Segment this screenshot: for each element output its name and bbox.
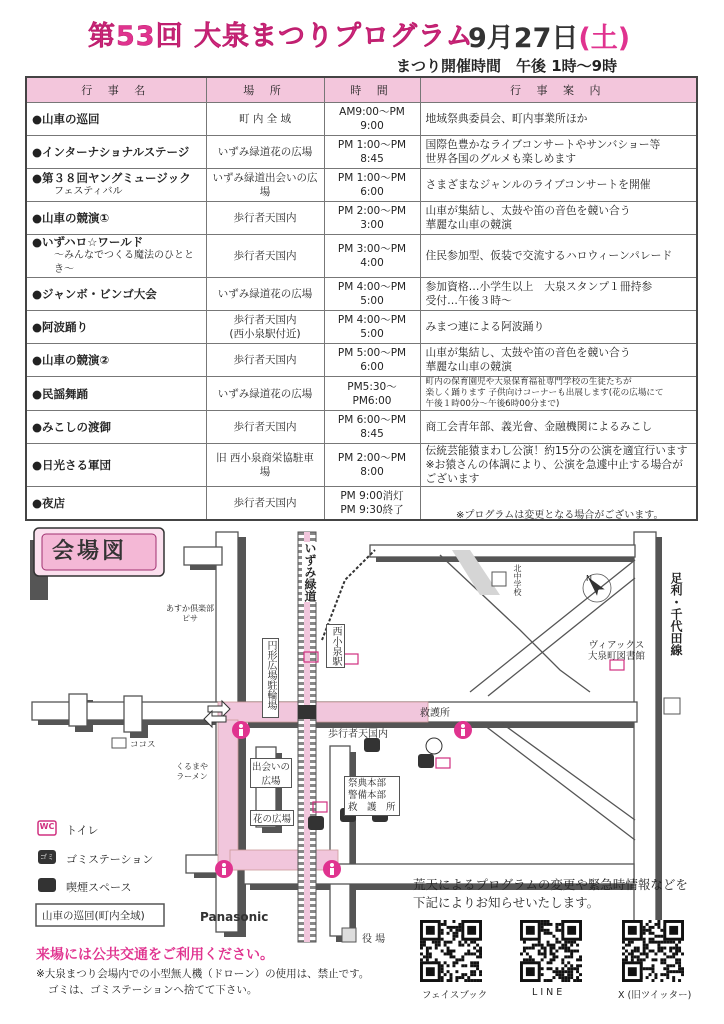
- event-time: AM9:00〜PM 9:00: [324, 103, 420, 136]
- event-time: PM 2:00〜PM 3:00: [324, 202, 420, 235]
- event-subtitle: 〜みんなでつくる魔法のひととき〜: [54, 250, 194, 275]
- label-route: 足利・千代田線: [669, 572, 683, 656]
- event-name: ●夜店: [26, 487, 206, 521]
- event-time: PM 5:00〜PM 6:00: [324, 344, 420, 377]
- label-pedestrian: 歩行者天国内: [328, 729, 388, 740]
- day-of-week-open: (: [578, 23, 591, 54]
- map-title-text: 会場図: [52, 539, 128, 564]
- qr-line: [520, 920, 582, 982]
- event-name: ●第３８回ヤングミュージック フェスティバル: [26, 169, 206, 202]
- event-time: PM 6:00〜PM 8:45: [324, 411, 420, 444]
- event-place: いずみ緑道花の広場: [206, 136, 324, 169]
- event-description: 国際色豊かなライブコンサートやサンバショー等 世界各国のグルメも楽しめます: [420, 136, 697, 169]
- event-place: 歩行者天国内: [206, 411, 324, 444]
- table-row: [26, 344, 697, 377]
- qr-label-line: L I N E: [532, 987, 563, 998]
- label-asuka: あすか倶楽部 ピサ: [166, 604, 214, 623]
- legend-garbage-icon: ゴミ: [40, 853, 54, 861]
- event-date: [468, 16, 630, 55]
- day-of-week: 土: [590, 23, 618, 54]
- event-description: 町内の保育園児や大泉保育福祉専門学校の生徒たちが 楽しく踊ります 子供向けコーナーも出展します(花の広場にて 午後１時00分〜午後6時00分まで): [420, 377, 697, 411]
- event-name: ●阿波踊り: [26, 311, 206, 344]
- program-table: [25, 76, 698, 521]
- event-name: ●山車の競演①: [26, 202, 206, 235]
- event-place: いずみ緑道花の広場: [206, 377, 324, 411]
- event-name: ●いずハロ☆ワールド 〜みんなでつくる魔法のひととき〜: [26, 235, 206, 278]
- drone-notice: [36, 966, 369, 998]
- event-name: ●民謡舞踊: [26, 377, 206, 411]
- table-row: [26, 136, 697, 169]
- event-description: さまざまなジャンルのライブコンサートを開催: [420, 169, 697, 202]
- day-of-week-close: ): [617, 23, 631, 54]
- event-time: PM 9:00消灯 PM 9:30終了: [324, 487, 420, 521]
- event-place: 町 内 全 域: [206, 103, 324, 136]
- label-panasonic: Panasonic: [200, 910, 269, 924]
- legend-toilet: トイレ: [66, 824, 99, 837]
- event-place: いずみ緑道出会いの広場: [206, 169, 324, 202]
- header-time: 時 間: [324, 77, 420, 103]
- event-name: ●山車の巡回: [26, 103, 206, 136]
- event-place: 歩行者天国内 (西小泉駅付近): [206, 311, 324, 344]
- legend-garbage: ゴミステーション: [66, 853, 154, 866]
- event-time: PM 4:00〜PM 5:00: [324, 278, 420, 311]
- table-row: [26, 311, 697, 344]
- event-time: PM 2:00〜PM 8:00: [324, 444, 420, 487]
- legend-route: 山車の巡回(町内全域): [42, 910, 145, 922]
- table-row: [26, 377, 697, 411]
- table-row: [26, 278, 697, 311]
- event-name: ●山車の競演②: [26, 344, 206, 377]
- event-name: ●インターナショナルステージ: [26, 136, 206, 169]
- table-row: [26, 444, 697, 487]
- event-place: 歩行者天国内: [206, 235, 324, 278]
- drone-line: ※大泉まつり会場内での小型無人機（ドローン）の使用は、禁止です。: [36, 968, 370, 980]
- header-event: 行 事 名: [26, 77, 206, 103]
- table-row: [26, 103, 697, 136]
- festival-hours: まつり開催時間 午後 1時〜9時: [396, 57, 618, 75]
- label-flower: 花の広場: [250, 810, 294, 826]
- label-parking: 円形広場駐輪場: [262, 638, 279, 718]
- qr-facebook: [420, 920, 482, 982]
- event-name: ●みこしの渡御: [26, 411, 206, 444]
- label-kitachu: 北中学校: [513, 564, 522, 596]
- event-place: いずみ緑道花の広場: [206, 278, 324, 311]
- event-subtitle: フェスティバル: [54, 186, 123, 197]
- label-aid: 救護所: [420, 708, 450, 719]
- header-desc: 行 事 案 内: [420, 77, 697, 103]
- table-row: [26, 235, 697, 278]
- event-description: 商工会青年部、義光會、金融機関によるみこし: [420, 411, 697, 444]
- table-row: [26, 169, 697, 202]
- label-greenway: いずみ緑道: [303, 542, 317, 602]
- label-town-office: 役 場: [362, 934, 386, 945]
- garbage-line: ゴミは、ゴミステーションへ捨てて下さい。: [48, 984, 258, 996]
- event-description: 山車が集結し、太鼓や笛の音色を競い合う 華麗な山車の競演: [420, 344, 697, 377]
- event-description: みまつ連による阿波踊り: [420, 311, 697, 344]
- event-time: PM 4:00〜PM 5:00: [324, 311, 420, 344]
- event-place: 歩行者天国内: [206, 344, 324, 377]
- legend-smoking: 喫煙スペース: [66, 881, 132, 894]
- event-description: 住民参加型、仮装で交流するハロウィーンパレード: [420, 235, 697, 278]
- program-title: 第53回 大泉まつりプログラム: [88, 21, 474, 52]
- event-time: PM5:30〜PM6:00: [324, 377, 420, 411]
- label-library: ヴィアックス 大泉町図書館: [588, 640, 646, 662]
- event-time: PM 1:00〜PM 8:45: [324, 136, 420, 169]
- event-description: 山車が集結し、太鼓や笛の音色を競い合う 華麗な山車の競演: [420, 202, 697, 235]
- event-name: ●ジャンボ・ビンゴ大会: [26, 278, 206, 311]
- date-text: 9月27日: [468, 23, 579, 54]
- notification-info: 荒天によるプログラムの変更や緊急時情報などを 下記によりお知らせいたします。: [413, 877, 688, 910]
- qr-x: [622, 920, 684, 982]
- event-place: 歩行者天国内: [206, 487, 324, 521]
- event-time: PM 3:00〜PM 4:00: [324, 235, 420, 278]
- label-kokos: ココス: [130, 740, 156, 750]
- qr-label-facebook: フェイスブック: [422, 990, 488, 1001]
- event-description: 地域祭典委員会、町内事業所ほか: [420, 103, 697, 136]
- event-description: 参加資格…小学生以上 大泉スタンプ１冊持参 受付…午後３時〜: [420, 278, 697, 311]
- label-station: 西小泉駅: [326, 624, 345, 668]
- program-note: ※プログラムは変更となる場合がございます。: [456, 510, 664, 521]
- label-kurumaya: くるまや ラーメン: [176, 762, 208, 781]
- event-time: PM 1:00〜PM 6:00: [324, 169, 420, 202]
- table-row: [26, 202, 697, 235]
- table-row: [26, 411, 697, 444]
- header-place: 場 所: [206, 77, 324, 103]
- legend-toilet-icon: WC: [39, 822, 55, 831]
- label-meeting: 出会いの広場: [250, 758, 292, 788]
- event-name: ●日光さる軍団: [26, 444, 206, 487]
- program-body: [26, 103, 697, 521]
- qr-label-x: X (旧ツイッター): [618, 990, 692, 1001]
- event-description: 伝統芸能猿まわし公演！約15分の公演を適宜行います ※お猿さんの体調により、公演を急遽中止する場合がございます: [420, 444, 697, 487]
- event-place: 歩行者天国内: [206, 202, 324, 235]
- transit-notice: 来場には公共交通をご利用ください。: [36, 947, 274, 963]
- label-north: N: [586, 574, 592, 583]
- event-place: 旧 西小泉商栄協駐車場: [206, 444, 324, 487]
- table-header-row: [26, 77, 697, 103]
- label-hq: 祭典本部 警備本部 救 護 所: [344, 776, 400, 816]
